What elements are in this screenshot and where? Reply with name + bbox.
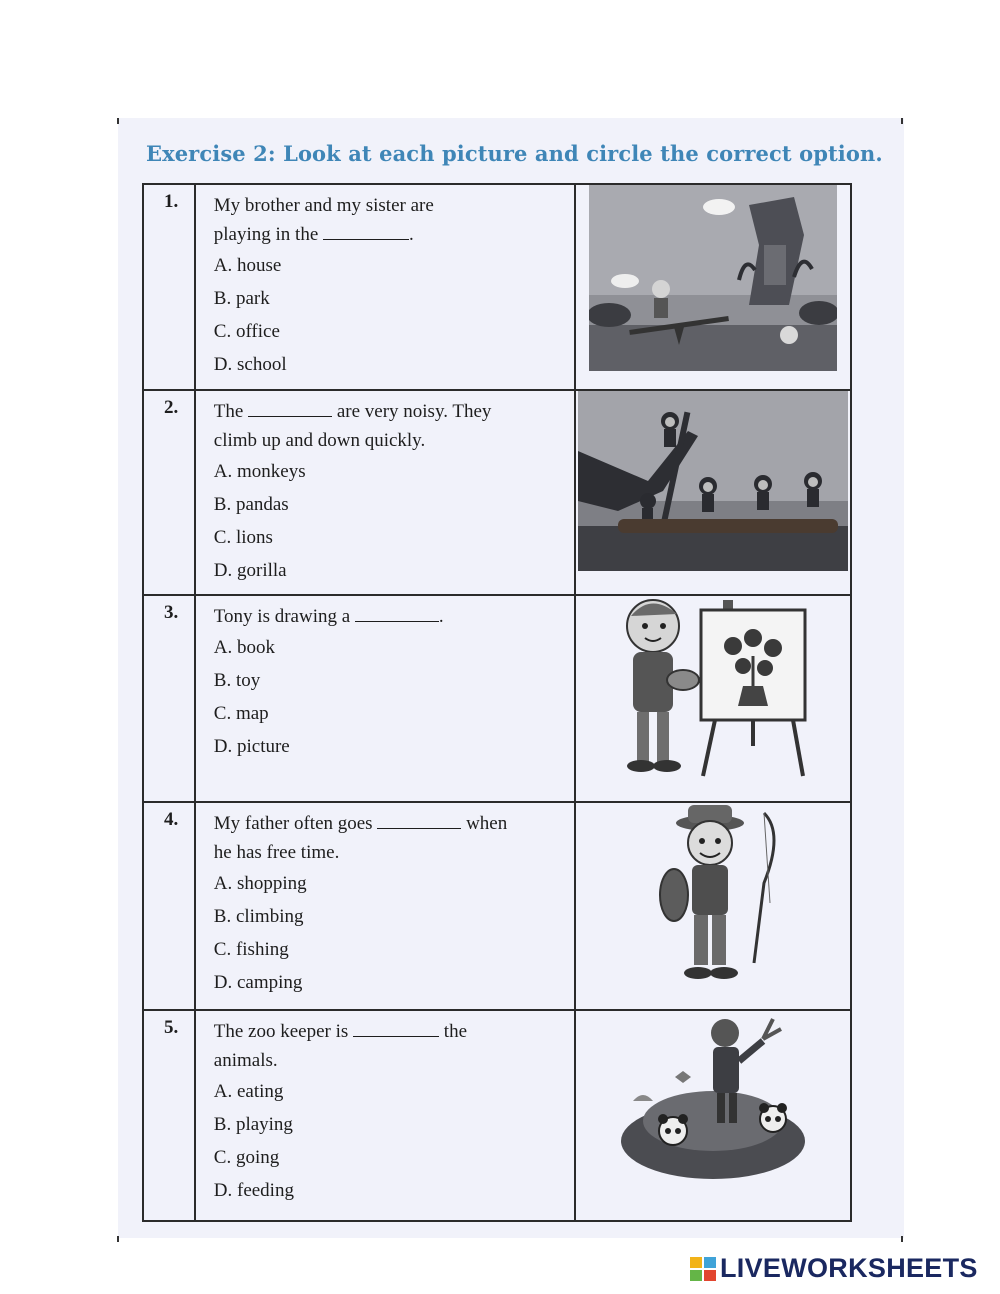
crop-mark <box>901 118 903 124</box>
question-row-2 <box>143 390 851 595</box>
option-a[interactable]: A. house <box>213 255 282 276</box>
question-row-4 <box>143 802 851 1010</box>
option-a[interactable]: A. eating <box>213 1081 284 1102</box>
fishing-boy-icon <box>576 803 850 995</box>
question-text-part: climb up and down quickly. <box>213 430 426 451</box>
question-number: 1. <box>164 191 179 212</box>
playground-icon <box>576 185 850 371</box>
question-text <box>196 391 574 455</box>
question-text <box>196 185 574 249</box>
option-a[interactable]: A. monkeys <box>213 461 306 482</box>
question-text-part: animals. <box>213 1050 278 1071</box>
question-row-5 <box>143 1010 851 1221</box>
question-row-3 <box>143 595 851 802</box>
answer-blank[interactable] <box>355 607 439 622</box>
painting-boy-icon <box>576 596 850 782</box>
question-number: 4. <box>164 809 179 830</box>
question-text-part: he has free time. <box>213 842 340 863</box>
option-a[interactable]: A. shopping <box>213 873 307 894</box>
option-c[interactable]: C. going <box>213 1147 280 1168</box>
option-c[interactable]: C. office <box>213 321 280 342</box>
question-text-part: the <box>443 1021 468 1042</box>
question-text-part: My brother and my sister are <box>213 195 434 216</box>
question-text <box>196 1011 574 1075</box>
option-d[interactable]: D. camping <box>213 972 303 993</box>
footer-brand: LIVEWORKSHEETS <box>720 1253 978 1283</box>
question-text <box>196 596 574 631</box>
question-number: 3. <box>164 602 179 623</box>
question-number: 2. <box>164 397 179 418</box>
option-d[interactable]: D. school <box>213 354 287 375</box>
option-b[interactable]: B. climbing <box>213 906 304 927</box>
question-number: 5. <box>164 1017 179 1038</box>
option-d[interactable]: D. gorilla <box>213 560 287 581</box>
answer-blank[interactable] <box>323 225 409 240</box>
crop-mark <box>117 1236 119 1242</box>
option-b[interactable]: B. pandas <box>213 494 289 515</box>
question-text-part: Tony is drawing a <box>213 606 351 627</box>
question-text-part: The zoo keeper is <box>213 1021 349 1042</box>
monkeys-icon <box>576 391 850 571</box>
option-b[interactable]: B. park <box>213 288 270 309</box>
zookeeper-pandas-icon <box>576 1011 850 1181</box>
crop-mark <box>901 1236 903 1242</box>
answer-blank[interactable] <box>377 814 461 829</box>
footer-logo <box>690 1253 978 1284</box>
question-table <box>142 183 852 1222</box>
exercise-title: Exercise 2: Look at each picture and circle the correct option. <box>146 141 883 166</box>
liveworksheets-logo-icon <box>690 1257 716 1281</box>
option-d[interactable]: D. feeding <box>213 1180 294 1201</box>
option-c[interactable]: C. lions <box>213 527 273 548</box>
question-row-1 <box>143 184 851 390</box>
answer-blank[interactable] <box>248 402 332 417</box>
option-a[interactable]: A. book <box>213 637 275 658</box>
question-text-part: playing in the <box>213 224 319 245</box>
option-b[interactable]: B. playing <box>213 1114 293 1135</box>
question-text-part: The <box>213 401 244 422</box>
option-d[interactable]: D. picture <box>213 736 290 757</box>
question-text-part: My father often goes <box>213 813 373 834</box>
option-c[interactable]: C. fishing <box>213 939 289 960</box>
option-b[interactable]: B. toy <box>213 670 261 691</box>
answer-blank[interactable] <box>353 1022 439 1037</box>
option-c[interactable]: C. map <box>213 703 269 724</box>
question-text-part: are very noisy. They <box>336 401 492 422</box>
question-text-part: . <box>438 606 444 627</box>
question-text <box>196 803 574 867</box>
question-text-part: when <box>466 813 508 834</box>
question-text-part: . <box>409 224 414 245</box>
crop-mark <box>117 118 119 124</box>
